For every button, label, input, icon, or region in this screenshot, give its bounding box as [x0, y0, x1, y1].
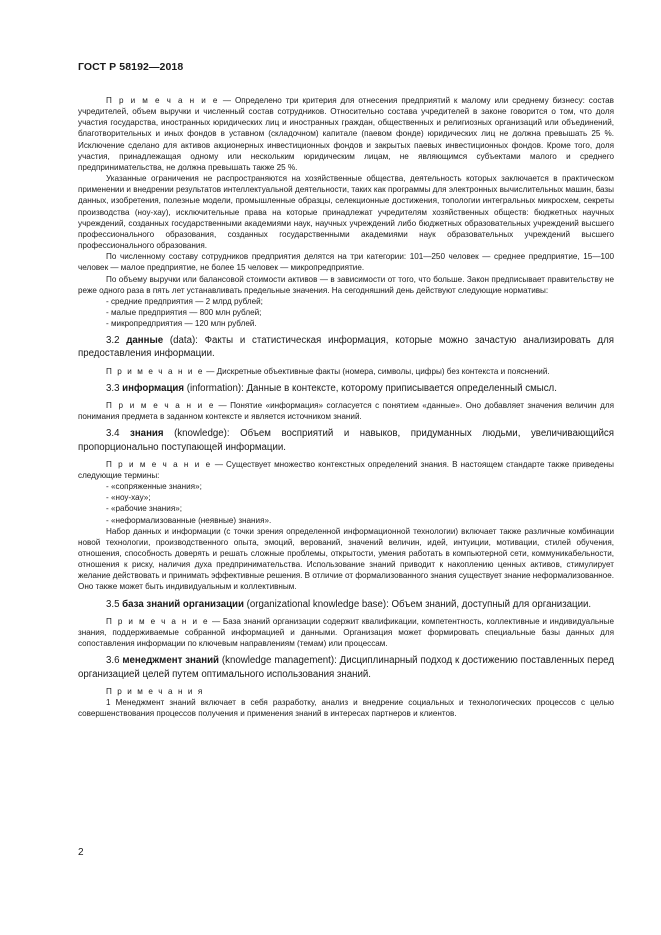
note-paragraph: П р и м е ч а н и е — Существует множество контекстных определений знания. В настоящем стандарте также приведены следующие термины: [78, 459, 614, 480]
list-item: - «сопряженные знания»; [106, 482, 202, 492]
notes-heading [78, 686, 614, 697]
document-body [78, 95, 614, 719]
term-definition-3-4: 3.4 знания (knowledge): Объем восприятий и навыков, придуманных людьми, увеличивающийся пропорционально поступающей информации. [78, 428, 614, 453]
note-label: П р и м е ч а н и е [106, 616, 210, 626]
note-label: П р и м е ч а н и е [106, 459, 212, 469]
note-text: — Определено три критерия для отнесения предприятий к малому или среднему бизнесу: состав учредителей, объем выручки и численный состав сотрудников. Относительно состава учредителей в законе говорится о том, что доля участия государства, иностранных юридических лиц и иностранных граждан, общественных и религиозных организаций или объединений, благотворительных и иных фондов в уставном (складочном) капитале (паевом фонде) юридических лиц не должна превышать 25 %. Исключение сделано для активов акционерных инвестиционных фондов и закрытых паевых инвестиционных фондов. Кроме того, доля участия, принадлежащая одному или нескольким юридическим лицам, не являющимся субъектами малого и среднего предпринимательства, не должна превышать также 25 %. [78, 96, 614, 172]
note-paragraph: Указанные ограничения не распространяются на хозяйственные общества, деятельность которых заключается в практическом применении и внедрении результатов интеллектуальной деятельности, таких как программы для электронных вычислительных машин, базы данных, изобретения, полезные модели, промышленные образцы, селекционные достижения, топологии интегральных микросхем, секреты производства (ноу-хау), исключительные права на которые принадлежат учредителям хозяйственных обществ: бюджетных научных учреждений, созданных государственными академиями наук, научных учреждений либо бюджетных образовательных учреждений высшего профессионального образования, созданных государственными академиями наук образовательных учреждений высшего профессионального образования. [78, 174, 614, 251]
note-paragraph: По объему выручки или балансовой стоимости активов — в зависимости от того, что больше. Закон предписывает правительству не реже одного раза в пять лет устанавливать предельные значения. На сегодняшний день действуют следующие нормативы: [78, 274, 614, 295]
note-paragraph: П р и м е ч а н и е — База знаний организации содержит квалификации, компетентность, коллективные и индивидуальные знания, поддерживаемые собранной информацией и данными. Организация может формировать специальные базы данных для сопоставления информации по ключевым направлениям (темам) или процессам. [78, 616, 615, 649]
term-definition-3-5: 3.5 база знаний организации (organizational knowledge base): Объем знаний, доступный для организации. [106, 598, 592, 610]
list-item: - малые предприятия — 800 млн рублей; [106, 307, 262, 317]
term-definition-3-6: 3.6 менеджмент знаний (knowledge management): Дисциплинарный подход к достижению поставленных перед организацией целей путем оптимального использования знаний. [78, 655, 614, 680]
note-label: П р и м е ч а н и я [106, 686, 204, 696]
note-paragraph: П р и м е ч а н и е — Понятие «информация» согласуется с понятием «данные». Оно добавляет значения величин для понимания предмета в заданном контексте и является источником знаний. [78, 401, 614, 422]
note-paragraph: П р и м е ч а н и е — Дискретные объективные факты (номера, символы, цифры) без контекста и пояснений. [106, 366, 550, 376]
note-paragraph: По численному составу сотрудников предприятия делятся на три категории: 101—250 человек — среднее предприятие, 15—100 человек — малое предприятие, не более 15 человек — микропредприятие. [78, 252, 614, 273]
list-item: - «ноу-хау»; [106, 493, 151, 503]
list-item: - «неформализованные (неявные) знания». [106, 515, 272, 525]
list-item: - «рабочие знания»; [106, 504, 182, 514]
term-definition-3-2: 3.2 данные (data): Факты и статистическая информация, которые можно зачастую анализировать для предоставления информации. [78, 335, 614, 360]
note-paragraph [78, 95, 614, 173]
term-name: менеджмент знаний [122, 655, 220, 667]
note-label: П р и м е ч а н и е [106, 366, 205, 376]
note-label: П р и м е ч а н и е [106, 401, 215, 411]
term-name: данные [126, 335, 164, 347]
term-definition-3-3: 3.3 информация (information): Данные в контексте, которому приписывается определенный смысл. [106, 382, 557, 394]
list-item: - микропредприятия — 120 млн рублей. [106, 319, 257, 329]
page-header: ГОСТ Р 58192—2018 [78, 61, 184, 73]
term-name: база знаний организации [122, 598, 244, 610]
term-name: знания [130, 428, 164, 440]
list-item: - средние предприятия — 2 млрд рублей; [106, 296, 263, 306]
note-paragraph: 1 Менеджмент знаний включает в себя разработку, анализ и внедрение социальных и технологических процессов с целью совершенствования процессов получения и применения знаний в интересах партнеров и клиентов. [78, 697, 614, 719]
note-label: П р и м е ч а н и е [106, 96, 219, 105]
page-number: 2 [78, 847, 84, 858]
note-paragraph: Набор данных и информации (с точки зрения определенной информационной технологии) включает также различные комбинации новой технологии, производственного опыта, эмоций, верований, значений величин, идей, интуиции, мотивации, стилей обучения, отношения, способность доверять и решать сложные проблемы, открытости, умения работать в компьютерной сети, коммуникабельности, отношения к риску, наличия духа предпринимательства. Использование знаний приводит к накоплению ценных активов, стимулирует желание действовать и принимать эффективные решения. В отличие от формализованного знания существует знание неформализованное. Оно также может быть индивидуальным и коллективным. [78, 526, 614, 592]
term-name: информация [122, 382, 185, 394]
